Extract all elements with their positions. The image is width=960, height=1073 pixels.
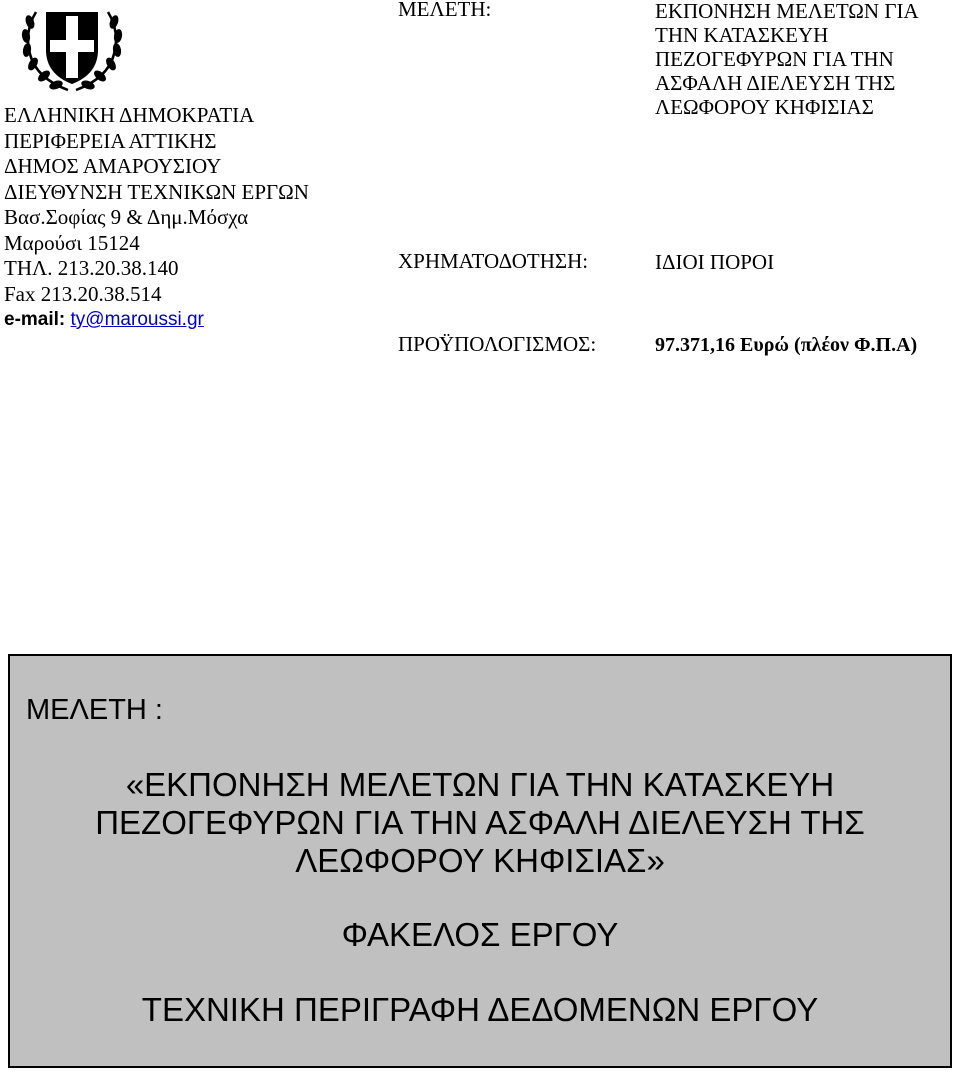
email-link[interactable]: ty@maroussi.gr: [70, 309, 204, 330]
funding-label: ΧΡΗΜΑΤΟΔΟΤΗΣΗ:: [398, 249, 589, 273]
address-street: Βασ.Σοφίας 9 & Δημ.Μόσχα: [4, 205, 249, 229]
cover-title-line: «ΕΚΠΟΝΗΣΗ ΜΕΛΕΤΩΝ ΓΙΑ ΤΗΝ ΚΑΤΑΣΚΕΥΗ: [125, 766, 835, 803]
email-label: e-mail:: [4, 309, 66, 330]
org-line-region: ΠΕΡΙΦΕΡΕΙΑ ΑΤΤΙΚΗΣ: [4, 128, 217, 153]
fax-number: Fax 213.20.38.514: [4, 281, 162, 306]
cover-study-label: ΜΕΛΕΤΗ :: [26, 694, 163, 726]
study-title-line: ΑΣΦΑΛΗ ΔΙΕΛΕΥΣΗ ΤΗΣ: [655, 71, 896, 95]
address-city: Μαρούσι 15124: [4, 230, 140, 255]
cover-title-line: ΛΕΩΦΟΡΟΥ ΚΗΦΙΣΙΑΣ»: [295, 842, 665, 879]
cover-subtitle: ΤΕΧΝΙΚΗ ΠΕΡΙΓΡΑΦΗ ΔΕΔΟΜΕΝΩΝ ΕΡΓΟΥ: [141, 991, 819, 1028]
funding-value: ΙΔΙΟΙ ΠΟΡΟΙ: [655, 250, 775, 274]
phone-number: ΤΗΛ. 213.20.38.140: [4, 256, 179, 280]
study-title-line: ΤΗΝ ΚΑΤΑΣΚΕΥΗ: [655, 23, 829, 47]
greek-coat-of-arms-icon: [16, 2, 128, 96]
cover-box: [8, 654, 952, 1068]
study-title-line: ΕΚΠΟΝΗΣΗ ΜΕΛΕΤΩΝ ΓΙΑ: [655, 0, 919, 23]
study-label: ΜΕΛΕΤΗ:: [398, 0, 492, 21]
budget-label: ΠΡΟΫΠΟΛΟΓΙΣΜΟΣ:: [398, 332, 597, 356]
study-title: [655, 0, 919, 119]
budget-value: 97.371,16 Ευρώ (πλέον Φ.Π.Α): [655, 334, 918, 356]
study-title-line: ΠΕΖΟΓΕΦΥΡΩΝ ΓΙΑ ΤΗΝ: [655, 47, 894, 71]
org-line-directorate: ΔΙΕΥΘΥΝΣΗ ΤΕΧΝΙΚΩΝ ΕΡΓΩΝ: [4, 179, 309, 204]
org-line-municipality: ΔΗΜΟΣ ΑΜΑΡΟΥΣΙΟΥ: [4, 154, 222, 178]
study-title-line: ΛΕΩΦΟΡΟΥ ΚΗΦΙΣΙΑΣ: [655, 95, 874, 119]
org-line-republic: ΕΛΛΗΝΙΚΗ ΔΗΜΟΚΡΑΤΙΑ: [4, 103, 255, 127]
organization-header: [4, 103, 309, 333]
cover-folder: ΦΑΚΕΛΟΣ ΕΡΓΟΥ: [341, 916, 619, 953]
cover-title-line: ΠΕΖΟΓΕΦΥΡΩΝ ΓΙΑ ΤΗΝ ΑΣΦΑΛΗ ΔΙΕΛΕΥΣΗ ΤΗΣ: [95, 804, 865, 841]
cover-title: [10, 766, 950, 880]
email-line: [4, 307, 309, 333]
